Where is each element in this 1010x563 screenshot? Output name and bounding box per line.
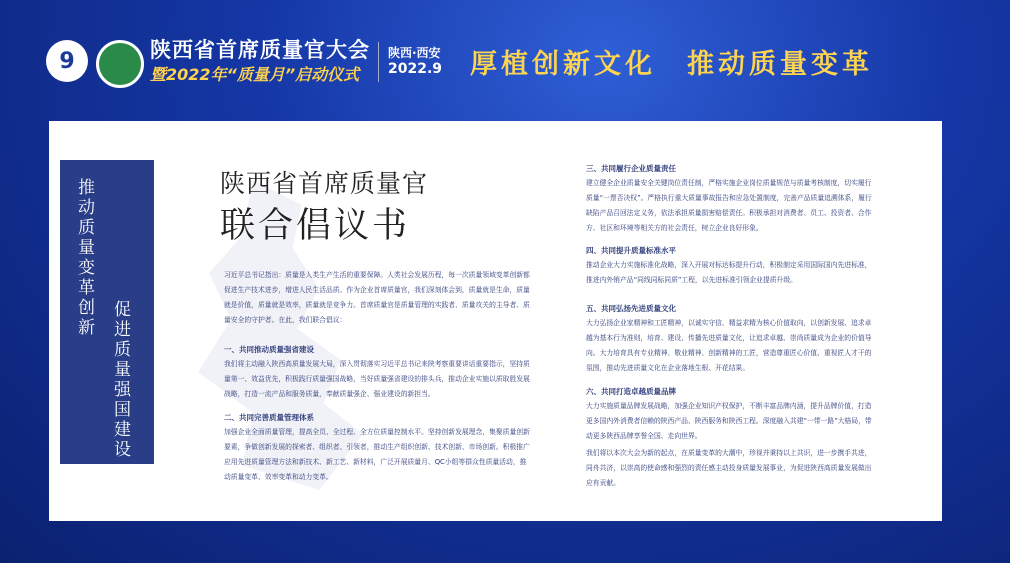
event-date: 2022.9 — [388, 61, 443, 77]
section-body-3: 建立健全企业质量安全关键岗位责任制，严格实施企业岗位质量规范与质量考核制度，切实履行质量“一票否决权”。严格执行重大质量事故报告和应急处置制度，完善产品质量追溯体系，履行缺陷产品召回法定义务，依法承担质量损害赔偿责任。积极承担对消费者、员工、投资者、合作方、社区和环境等相关方的社会责任，树立企业良好形象。 — [586, 179, 872, 232]
section-heading-4: 四、共同提升质量标准水平 — [586, 246, 676, 255]
section-heading-5: 五、共同弘扬先进质量文化 — [586, 304, 676, 313]
event-title: 陕西省首席质量官大会 — [150, 38, 370, 62]
section-body-6: 大力实施质量品牌发展战略，加强企业知识产权保护，不断丰富品牌内涵，提升品牌价值，打造更多国内外消费者信赖的陕西产品、陕西服务和陕西工程。深度融入共建“一带一路”大格局，带动更多陕西品牌享誉全国、走向世界。 — [586, 402, 872, 440]
event-location: 陕西·西安 — [388, 46, 441, 60]
divider — [378, 42, 379, 82]
section-heading-1: 一、共同推动质量强省建设 — [224, 345, 314, 354]
quality-logo-icon: 9 — [46, 40, 88, 82]
sidebar-slogan-1: 推动质量变革创新 — [74, 178, 94, 338]
header-banner — [0, 0, 1010, 118]
document-title-line2: 联合倡议书 — [220, 206, 411, 246]
event-slogan: 厚植创新文化 推动质量变革 — [470, 49, 873, 80]
sidebar-slogan-2: 促进质量强国建设 — [110, 300, 130, 460]
section-body-2: 加强企业全面质量管理，提高全员、全过程、全方位质量控制水平。坚持创新发展理念，集聚质量创新要素，争做创新发展的探索者、组织者、引领者，推动生产组织创新、技术创新、市场创新。积极推广应用先进质量管理方法和新技术、新工艺、新材料，广泛开展质量月、QC小组等群众性质量活动，推动质量变革、效率变革和动力变革。 — [224, 428, 530, 481]
section-heading-2: 二、共同完善质量管理体系 — [224, 413, 314, 422]
section-heading-3: 三、共同履行企业质量责任 — [586, 164, 676, 173]
closing-paragraph: 我们将以本次大会为新的起点，在质量变革的大潮中，珍视并秉持以上共识，进一步携手共进，同舟共济，以崇高的使命感和强烈的责任感主动投身质量发展事业，为促进陕西高质量发展做出应有贡献。 — [586, 449, 872, 487]
intro-paragraph: 习近平总书记指出：质量是人类生产生活的重要保障。人类社会发展历程，每一次质量领域变革创新都促进生产技术进步，增进人民生活品质。作为企业首席质量官，我们深刻体会到，质量就是生命，质量就是价值，质量就是效率，质量就是竞争力。首席质量官是质量管理的实践者、质量攻关的主导者、质量安全的守护者。在此，我们联合倡议： — [224, 271, 530, 324]
document-title-line1: 陕西省首席质量官 — [220, 169, 429, 198]
section-body-5: 大力弘扬企业家精神和工匠精神，以诚实守信、精益求精为核心价值取向，以创新发展、追求卓越为基本行为准则，培育、建设、传播先进质量文化，让追求卓越、崇尚质量成为企业的价值导向。大力培育具有专业精神、敬业精神、创新精神的工匠，营造尊重匠心价值、重视匠人才干的氛围，推动先进质量文化在企业落地生根、开花结果。 — [586, 319, 872, 372]
section-heading-6: 六、共同打造卓越质量品牌 — [586, 387, 676, 396]
organization-seal-icon — [96, 40, 144, 88]
event-subtitle: 暨2022年“质量月”启动仪式 — [150, 65, 360, 84]
section-body-4: 推动企业大力实施标准化战略，深入开展对标达标提升行动，积极制定采用国际国内先进标准，推进内外销产品“同线同标同质”工程，以先进标准引领企业提质升级。 — [586, 261, 872, 284]
section-body-1: 我们将主动融入陕西高质量发展大局，深入贯彻落实习近平总书记来陕考察重要讲话重要指示，坚持质量第一、效益优先，积极践行质量强国战略，当好质量强省建设的排头兵，推动企业实施以质取胜发展战略，打造一流产品和服务质量，奉献质量强企、强业建设的新担当。 — [224, 360, 530, 398]
